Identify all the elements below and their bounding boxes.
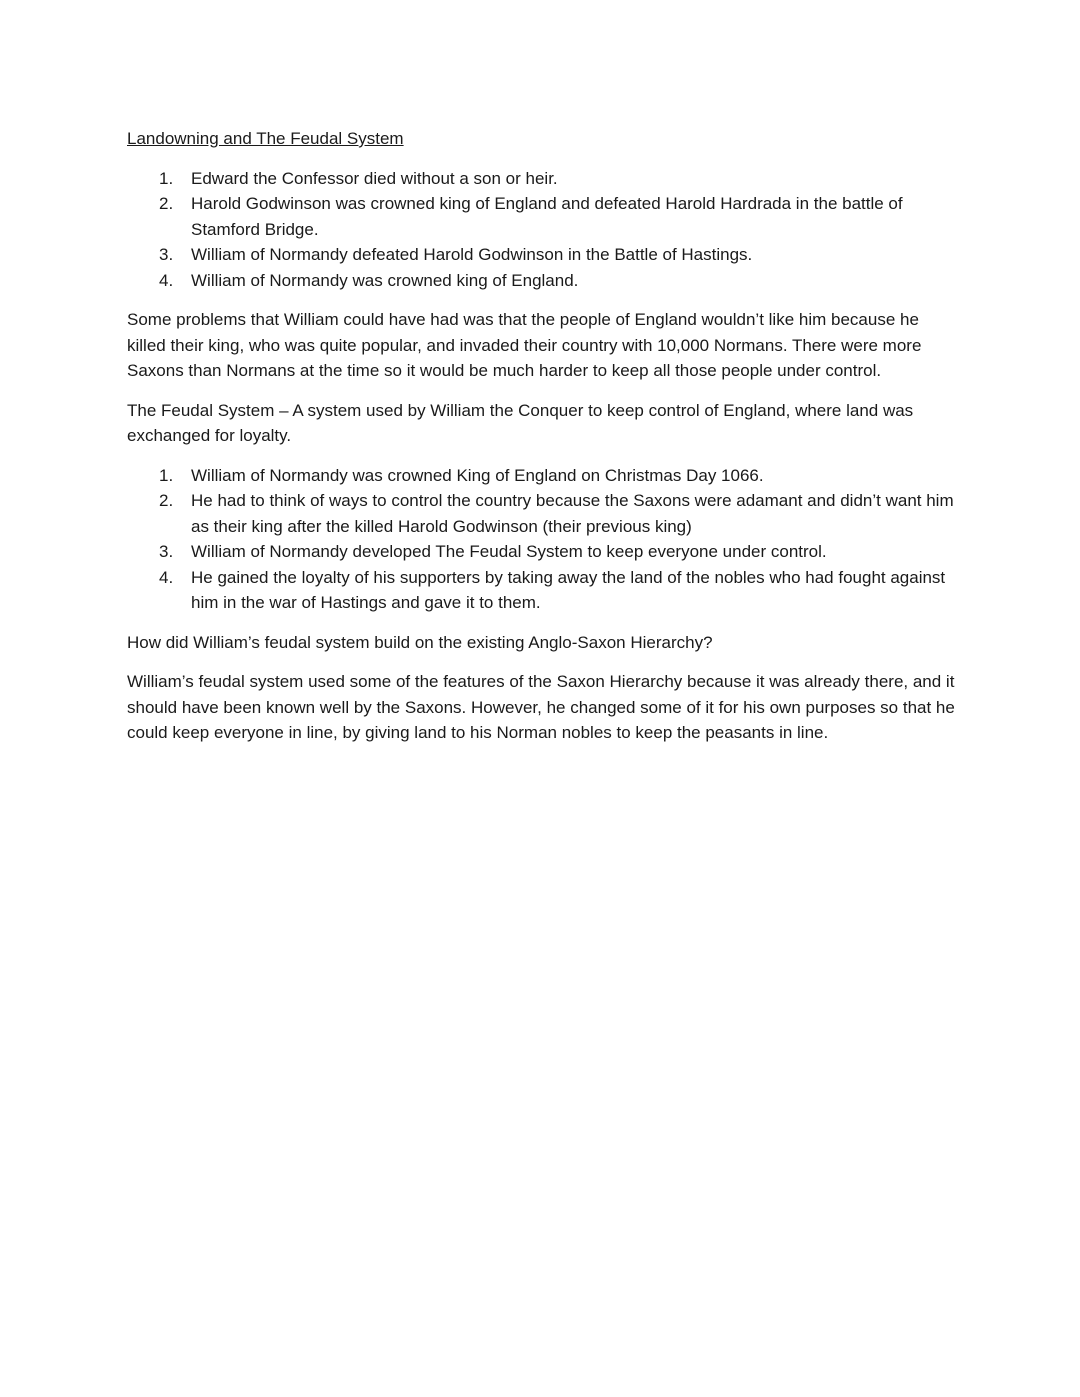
list-item xyxy=(127,488,957,539)
list-item-text: William of Normandy was crowned King of England on Christmas Day 1066. xyxy=(191,465,764,485)
feudal-definition-paragraph: The Feudal System – A system used by William the Conquer to keep control of England, where land was exchanged for loyalty. xyxy=(127,400,914,445)
list-item xyxy=(127,268,957,294)
list-number: 3. xyxy=(159,542,174,561)
list-item-text: He gained the loyalty of his supporters by taking away the land of the nobles who had fought against him in the war of Hastings and gave it to them. xyxy=(191,567,946,612)
list-item xyxy=(127,463,957,489)
list-number: 1. xyxy=(159,465,174,485)
list-item-text: Edward the Confessor died without a son or heir. xyxy=(191,168,558,188)
list-item xyxy=(127,242,957,268)
list-item xyxy=(127,565,957,616)
list-item-text: William of Normandy developed The Feudal System to keep everyone under control. xyxy=(191,542,827,561)
list-number: 1. xyxy=(159,168,174,188)
document-heading: Landowning and The Feudal System xyxy=(127,129,404,148)
events-list xyxy=(127,166,957,294)
list-item xyxy=(127,191,957,242)
list-item xyxy=(127,539,957,565)
list-number: 2. xyxy=(159,491,174,510)
question-paragraph: How did William’s feudal system build on the existing Anglo-Saxon Hierarchy? xyxy=(127,632,713,652)
answer-paragraph: William’s feudal system used some of the features of the Saxon Hierarchy because it was already there, and it should have been known well by the Saxons. However, he changed some of it for his own purposes so that he could keep everyone in line, by giving land to his Norman nobles to keep the peasants in line. xyxy=(127,672,955,742)
feudal-steps-list xyxy=(127,463,957,616)
problems-paragraph: Some problems that William could have had was that the people of England wouldn’t like him because he killed their king, who was quite popular, and invaded their country with 10,000 Normans. There were more Saxons than Normans at the time so it would be much harder to keep all those people under control. xyxy=(127,310,922,380)
list-item-text: He had to think of ways to control the country because the Saxons were adamant and didn’t want him as their king after the killed Harold Godwinson (their previous king) xyxy=(191,491,954,536)
list-item-text: Harold Godwinson was crowned king of England and defeated Harold Hardrada in the battle of Stamford Bridge. xyxy=(191,194,903,239)
list-number: 4. xyxy=(159,567,174,587)
list-item-text: William of Normandy defeated Harold Godwinson in the Battle of Hastings. xyxy=(191,245,753,264)
list-number: 3. xyxy=(159,245,174,264)
list-item xyxy=(127,166,957,192)
list-number: 4. xyxy=(159,270,174,290)
list-number: 2. xyxy=(159,194,174,213)
list-item-text: William of Normandy was crowned king of England. xyxy=(191,270,579,290)
document-page xyxy=(127,126,957,760)
